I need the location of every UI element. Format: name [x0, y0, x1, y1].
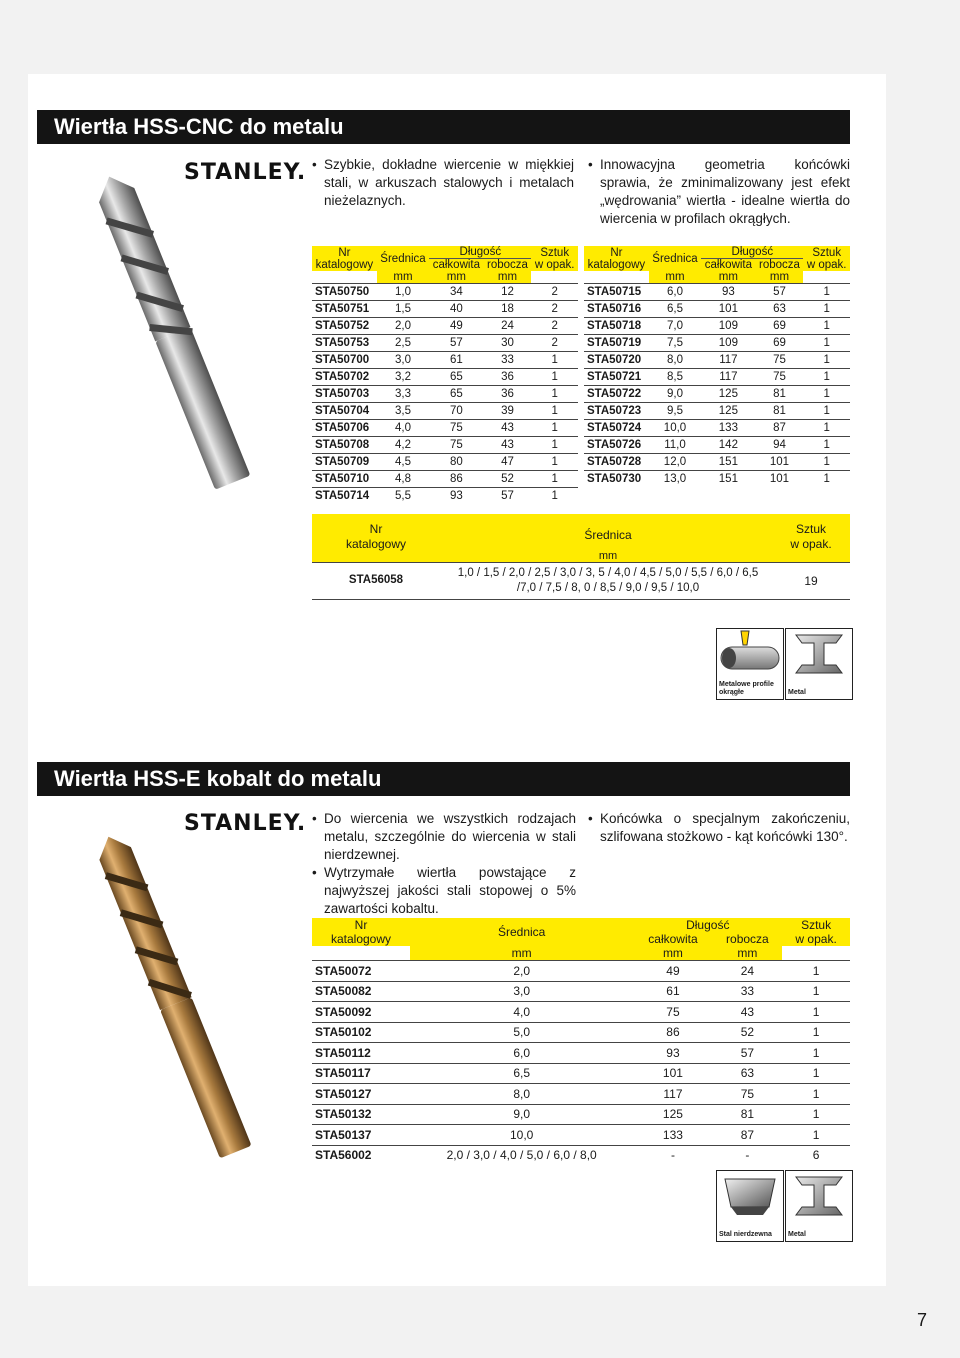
catalog-number-cell: STA50127 [312, 1084, 410, 1105]
table-cell: 133 [633, 1125, 712, 1146]
set-code: STA56058 [348, 574, 404, 586]
table-cell: 43 [484, 437, 532, 454]
table-cell: 101 [633, 1063, 712, 1084]
catalog-number-cell: STA50753 [312, 335, 377, 352]
catalog-number-cell: STA50092 [312, 1002, 410, 1023]
table-cell: 1 [782, 1022, 850, 1043]
table-cell: 1 [803, 335, 850, 352]
table-cell: 87 [756, 420, 804, 437]
table-row [312, 352, 578, 369]
table-cell: 39 [484, 403, 532, 420]
catalog-number-cell: STA50709 [312, 454, 377, 471]
table-cell: 43 [484, 420, 532, 437]
table-cell: 6,5 [410, 1063, 633, 1084]
table-cell: 101 [701, 301, 755, 318]
table-row [312, 386, 578, 403]
metal-icon: Metal [785, 1170, 853, 1242]
metal-round-profile-icon: Metalowe profile okrągłe [716, 628, 784, 700]
table-cell: 2,5 [377, 335, 429, 352]
table-cell: 40 [429, 301, 483, 318]
table-cell: 65 [429, 369, 483, 386]
table-cell: 1 [803, 352, 850, 369]
table-cell: 2,0 [410, 961, 633, 982]
bullet-item: • Końcówka o specjalnym zakończeniu, szlifowana stożkowo - kąt końcówki 130°. [588, 810, 850, 846]
catalog-number-cell: STA50704 [312, 403, 377, 420]
table-cell: 1 [531, 369, 578, 386]
table-cell: 1,0 [377, 284, 429, 301]
catalog-number-cell: STA50706 [312, 420, 377, 437]
catalog-number-cell: STA50132 [312, 1104, 410, 1125]
table-cell: 43 [713, 1002, 783, 1023]
table-cell: 10,0 [410, 1125, 633, 1146]
catalog-number-cell: STA50726 [584, 437, 649, 454]
bullet-item: • Innowacyjna geometria końcówki sprawia, że zminimalizowany jest efekt „wędrowania” wiertła - idealne wiertła do wiercenia w profilach okrągłych. [588, 156, 850, 228]
table-row [312, 1145, 850, 1165]
table-cell: 80 [429, 454, 483, 471]
table-cell: 36 [484, 369, 532, 386]
table-row [584, 471, 850, 488]
table-cell: 1 [803, 301, 850, 318]
stainless-steel-icon: Stal nierdzewna [716, 1170, 784, 1242]
table-cell: 13,0 [649, 471, 701, 488]
set-qty: 19 [804, 574, 818, 588]
table-cell: 52 [713, 1022, 783, 1043]
table-cell: 47 [484, 454, 532, 471]
table-cell: 101 [756, 454, 804, 471]
table-cell: 1 [782, 1084, 850, 1105]
table-cell: 49 [429, 318, 483, 335]
table-cell: 2,0 / 3,0 / 4,0 / 5,0 / 6,0 / 8,0 [410, 1145, 633, 1165]
table-cell: 81 [756, 403, 804, 420]
table-cell: 101 [756, 471, 804, 488]
table-row [312, 437, 578, 454]
table-cell: 18 [484, 301, 532, 318]
table-cell: 86 [429, 471, 483, 488]
catalog-number-cell: STA50724 [584, 420, 649, 437]
table-row [312, 420, 578, 437]
section-title-hss-e: Wiertła HSS-E kobalt do metalu [37, 762, 850, 796]
catalog-number-cell: STA50714 [312, 488, 377, 505]
table-cell: 1 [531, 471, 578, 488]
table-cell: 93 [633, 1043, 712, 1064]
table-cell: 12 [484, 284, 532, 301]
catalog-number-cell: STA50082 [312, 981, 410, 1002]
catalog-number-cell: STA50716 [584, 301, 649, 318]
table-cell: 6,0 [410, 1043, 633, 1064]
table-row [584, 420, 850, 437]
table-cell: - [713, 1145, 783, 1165]
catalog-number-cell: STA50752 [312, 318, 377, 335]
table-cell: 86 [633, 1022, 712, 1043]
table-cell: 63 [756, 301, 804, 318]
table-row [312, 335, 578, 352]
catalog-number-cell: STA50720 [584, 352, 649, 369]
catalog-number-cell: STA50728 [584, 454, 649, 471]
table-cell: 75 [756, 369, 804, 386]
table-cell: 57 [713, 1043, 783, 1064]
table-row [584, 284, 850, 301]
table-row [584, 454, 850, 471]
table-cell: 117 [701, 369, 755, 386]
table-cell: 1 [782, 1125, 850, 1146]
table-cell: 69 [756, 318, 804, 335]
table-cell: 133 [701, 420, 755, 437]
table-row [584, 403, 850, 420]
table-cell: 1 [803, 318, 850, 335]
table-cell: 9,0 [410, 1104, 633, 1125]
bullet-list-right [588, 810, 850, 846]
table-row [584, 437, 850, 454]
catalog-number-cell: STA50715 [584, 284, 649, 301]
table-cell: 2 [531, 318, 578, 335]
catalog-number-cell: STA50072 [312, 961, 410, 982]
table-row [312, 1022, 850, 1043]
table-cell: 6,0 [649, 284, 701, 301]
catalog-number-cell: STA50102 [312, 1022, 410, 1043]
table-cell: 4,8 [377, 471, 429, 488]
table-cell: 36 [484, 386, 532, 403]
catalog-number-cell: STA50710 [312, 471, 377, 488]
table-cell: 93 [701, 284, 755, 301]
table-cell: 5,5 [377, 488, 429, 505]
table-cell: 57 [756, 284, 804, 301]
table-cell: 8,0 [410, 1084, 633, 1105]
table-row [312, 1125, 850, 1146]
table-cell: 1 [531, 454, 578, 471]
table-cell: 5,0 [410, 1022, 633, 1043]
table-cell: 2 [531, 335, 578, 352]
table-cell: 1 [803, 284, 850, 301]
bullet-item: • Szybkie, dokładne wiercenie w miękkiej stali, w arkuszach stalowych i metalach nieżelaznych. [312, 156, 574, 210]
table-cell: 125 [633, 1104, 712, 1125]
table-row [584, 335, 850, 352]
table-cell: 34 [429, 284, 483, 301]
table-cell: 75 [756, 352, 804, 369]
table-cell: 30 [484, 335, 532, 352]
table-cell: 117 [701, 352, 755, 369]
table-cell: 151 [701, 471, 755, 488]
table-cell: 1 [531, 386, 578, 403]
table-cell: 1 [782, 1043, 850, 1064]
table-cell: 61 [633, 981, 712, 1002]
table-cell: 61 [429, 352, 483, 369]
catalog-number-cell: STA50750 [312, 284, 377, 301]
table-row [312, 1063, 850, 1084]
set-sizes: 1,0 / 1,5 / 2,0 / 2,5 / 3,0 / 3, 5 / 4,0 / 4,5 / 5,0 / 5,5 / 6,0 / 6,5 /7,0 / 7,5 / 8, 0 / 8,5 / 9,0 / 9,5 / 10,0 [457, 567, 759, 594]
table-cell: 1 [531, 437, 578, 454]
table-cell: 49 [633, 961, 712, 982]
spec-table-right: Nr katalogowy Średnica Długość Sztuk w opak. całkowita robocza mm mm mm STA50715 6,0 93 57 1 STA50716 6,5 101 63 1 STA50718 7,0 109 69 1 STA50719 7,5 109 69 1 STA50720 8,0 117 75 1 STA50721 8,5 117 75 1 STA50722 9,0 125 81 1 STA50723 9,5 125 81 1 STA50724 10,0 133 87 1 STA50726 11,0 142 94 1 STA50728 12,0 151 101 1 STA50730 13,0 151 101 1 [584, 246, 850, 487]
table-row [312, 301, 578, 318]
catalog-number-cell: STA50718 [584, 318, 649, 335]
catalog-number-cell: STA50117 [312, 1063, 410, 1084]
table-cell: 1,5 [377, 301, 429, 318]
bullet-item: • Wytrzymałe wiertła powstające z najwyższej jakości stali stopowej o 5% zawartości kobaltu. [312, 864, 576, 918]
table-cell: 3,3 [377, 386, 429, 403]
table-row [584, 386, 850, 403]
catalog-number-cell: STA50722 [584, 386, 649, 403]
table-row [312, 403, 578, 420]
table-cell: 65 [429, 386, 483, 403]
table-cell: 6 [782, 1145, 850, 1165]
table-cell: 117 [633, 1084, 712, 1105]
table-cell: 75 [429, 420, 483, 437]
table-cell: - [633, 1145, 712, 1165]
table-cell: 125 [701, 403, 755, 420]
table-cell: 1 [782, 1002, 850, 1023]
catalog-number-cell: STA50700 [312, 352, 377, 369]
table-cell: 93 [429, 488, 483, 505]
table-row [312, 318, 578, 335]
table-cell: 2 [531, 301, 578, 318]
catalog-number-cell: STA50723 [584, 403, 649, 420]
table-cell: 52 [484, 471, 532, 488]
catalog-number-cell: STA50708 [312, 437, 377, 454]
table-cell: 151 [701, 454, 755, 471]
table-row [312, 981, 850, 1002]
table-cell: 57 [484, 488, 532, 505]
table-cell: 3,5 [377, 403, 429, 420]
table-cell: 63 [713, 1063, 783, 1084]
table-cell: 1 [803, 437, 850, 454]
table-row [312, 284, 578, 301]
table-cell: 1 [531, 403, 578, 420]
table-cell: 11,0 [649, 437, 701, 454]
table-cell: 2 [531, 284, 578, 301]
catalog-number-cell: STA50702 [312, 369, 377, 386]
table-cell: 1 [803, 420, 850, 437]
section-title-hss-cnc: Wiertła HSS-CNC do metalu [37, 110, 850, 144]
table-row [312, 454, 578, 471]
table-cell: 33 [713, 981, 783, 1002]
table-cell: 8,0 [649, 352, 701, 369]
table-cell: 2,0 [377, 318, 429, 335]
table-row [584, 352, 850, 369]
table-cell: 3,2 [377, 369, 429, 386]
spec-table-left: Nr katalogowy Średnica Długość Sztuk w opak. całkowita robocza mm mm mm STA50750 1,0 34 12 2 STA50751 1,5 40 18 2 STA50752 2,0 49 24 2 STA50753 2,5 57 30 2 STA50700 3,0 61 33 1 STA50702 3,2 65 36 1 STA50703 3,3 65 36 1 STA50704 3,5 70 39 1 STA50706 4,0 75 43 1 STA50708 4,2 75 43 1 STA50709 4,5 80 47 1 STA50710 4,8 86 52 1 STA50714 5,5 93 57 1 [312, 246, 578, 504]
table-cell: 1 [531, 352, 578, 369]
table-row [312, 471, 578, 488]
table-cell: 109 [701, 335, 755, 352]
table-cell: 57 [429, 335, 483, 352]
table-cell: 1 [782, 981, 850, 1002]
catalog-number-cell: STA50112 [312, 1043, 410, 1064]
spec-table-cobalt: Nr katalogowy Średnica Długość Sztuk w opak. całkowita robocza mm mm mm STA50072 2,0 49 24 1 STA50082 3,0 61 33 1 STA50092 4,0 75 43 1 STA50102 5,0 86 52 1 STA50112 6,0 93 57 1 STA50117 6,5 101 63 1 STA50127 8,0 117 75 1 STA50132 9,0 125 81 1 STA50137 10,0 133 87 1 STA56002 2,0 / 3,0 / 4,0 / 5,0 / 6,0 / 8,0 - - 6 [312, 918, 850, 1165]
table-cell: 81 [713, 1104, 783, 1125]
catalog-number-cell: STA56002 [312, 1145, 410, 1165]
table-cell: 75 [633, 1002, 712, 1023]
table-cell: 1 [782, 961, 850, 982]
table-cell: 75 [713, 1084, 783, 1105]
table-cell: 7,5 [649, 335, 701, 352]
table-cell: 10,0 [649, 420, 701, 437]
table-cell: 75 [429, 437, 483, 454]
table-cell: 87 [713, 1125, 783, 1146]
set-table: Nr katalogowy Średnica Sztuk w opak. mm STA56058 1,0 / 1,5 / 2,0 / 2,5 / 3,0 / 3, 5 / 4,0 / 4,5 / 5,0 / 5,5 / 6,0 / 6,5 /7,0 / 7,5 / 8, 0 / 8,5 / 9,0 / 9,5 / 10,0 19 [312, 514, 850, 598]
table-row [312, 1084, 850, 1105]
table-cell: 1 [782, 1063, 850, 1084]
table-row [584, 318, 850, 335]
stanley-logo: STANLEY. [184, 160, 307, 185]
table-cell: 1 [531, 420, 578, 437]
table-cell: 3,0 [410, 981, 633, 1002]
table-cell: 9,0 [649, 386, 701, 403]
table-cell: 4,5 [377, 454, 429, 471]
bullet-list-right [588, 156, 850, 228]
table-cell: 6,5 [649, 301, 701, 318]
table-cell: 33 [484, 352, 532, 369]
bullet-item: • Do wiercenia we wszystkich rodzajach metalu, szczególnie do wiercenia w stali nierdzewnej. [312, 810, 576, 864]
catalog-number-cell: STA50751 [312, 301, 377, 318]
metal-icon: Metal [785, 628, 853, 700]
table-cell: 24 [484, 318, 532, 335]
table-cell: 1 [782, 1104, 850, 1125]
table-row [584, 369, 850, 386]
table-cell: 8,5 [649, 369, 701, 386]
table-cell: 4,0 [410, 1002, 633, 1023]
catalog-number-cell: STA50730 [584, 471, 649, 488]
table-cell: 69 [756, 335, 804, 352]
table-cell: 7,0 [649, 318, 701, 335]
drill-bit-silver-image [36, 165, 306, 505]
table-cell: 109 [701, 318, 755, 335]
table-cell: 1 [803, 369, 850, 386]
bullet-list-left [312, 810, 576, 918]
table-row [312, 1043, 850, 1064]
table-row [312, 1002, 850, 1023]
stanley-logo: STANLEY. [184, 811, 307, 836]
table-row [312, 369, 578, 386]
table-cell: 24 [713, 961, 783, 982]
catalog-number-cell: STA50721 [584, 369, 649, 386]
table-cell: 12,0 [649, 454, 701, 471]
table-row [312, 488, 578, 505]
table-row [312, 1104, 850, 1125]
table-cell: 1 [803, 454, 850, 471]
table-cell: 125 [701, 386, 755, 403]
table-cell: 9,5 [649, 403, 701, 420]
table-cell: 70 [429, 403, 483, 420]
table-cell: 1 [803, 403, 850, 420]
table-cell: 1 [531, 488, 578, 505]
table-cell: 81 [756, 386, 804, 403]
table-cell: 142 [701, 437, 755, 454]
catalog-number-cell: STA50719 [584, 335, 649, 352]
table-cell: 4,0 [377, 420, 429, 437]
table-row [312, 961, 850, 982]
bullet-list-left [312, 156, 574, 210]
catalog-number-cell: STA50137 [312, 1125, 410, 1146]
page-number: 7 [916, 1310, 927, 1330]
table-row [584, 301, 850, 318]
table-cell: 4,2 [377, 437, 429, 454]
drill-bit-cobalt-image [36, 825, 306, 1170]
table-cell: 94 [756, 437, 804, 454]
table-cell: 1 [803, 471, 850, 488]
catalog-number-cell: STA50703 [312, 386, 377, 403]
table-cell: 1 [803, 386, 850, 403]
table-cell: 3,0 [377, 352, 429, 369]
